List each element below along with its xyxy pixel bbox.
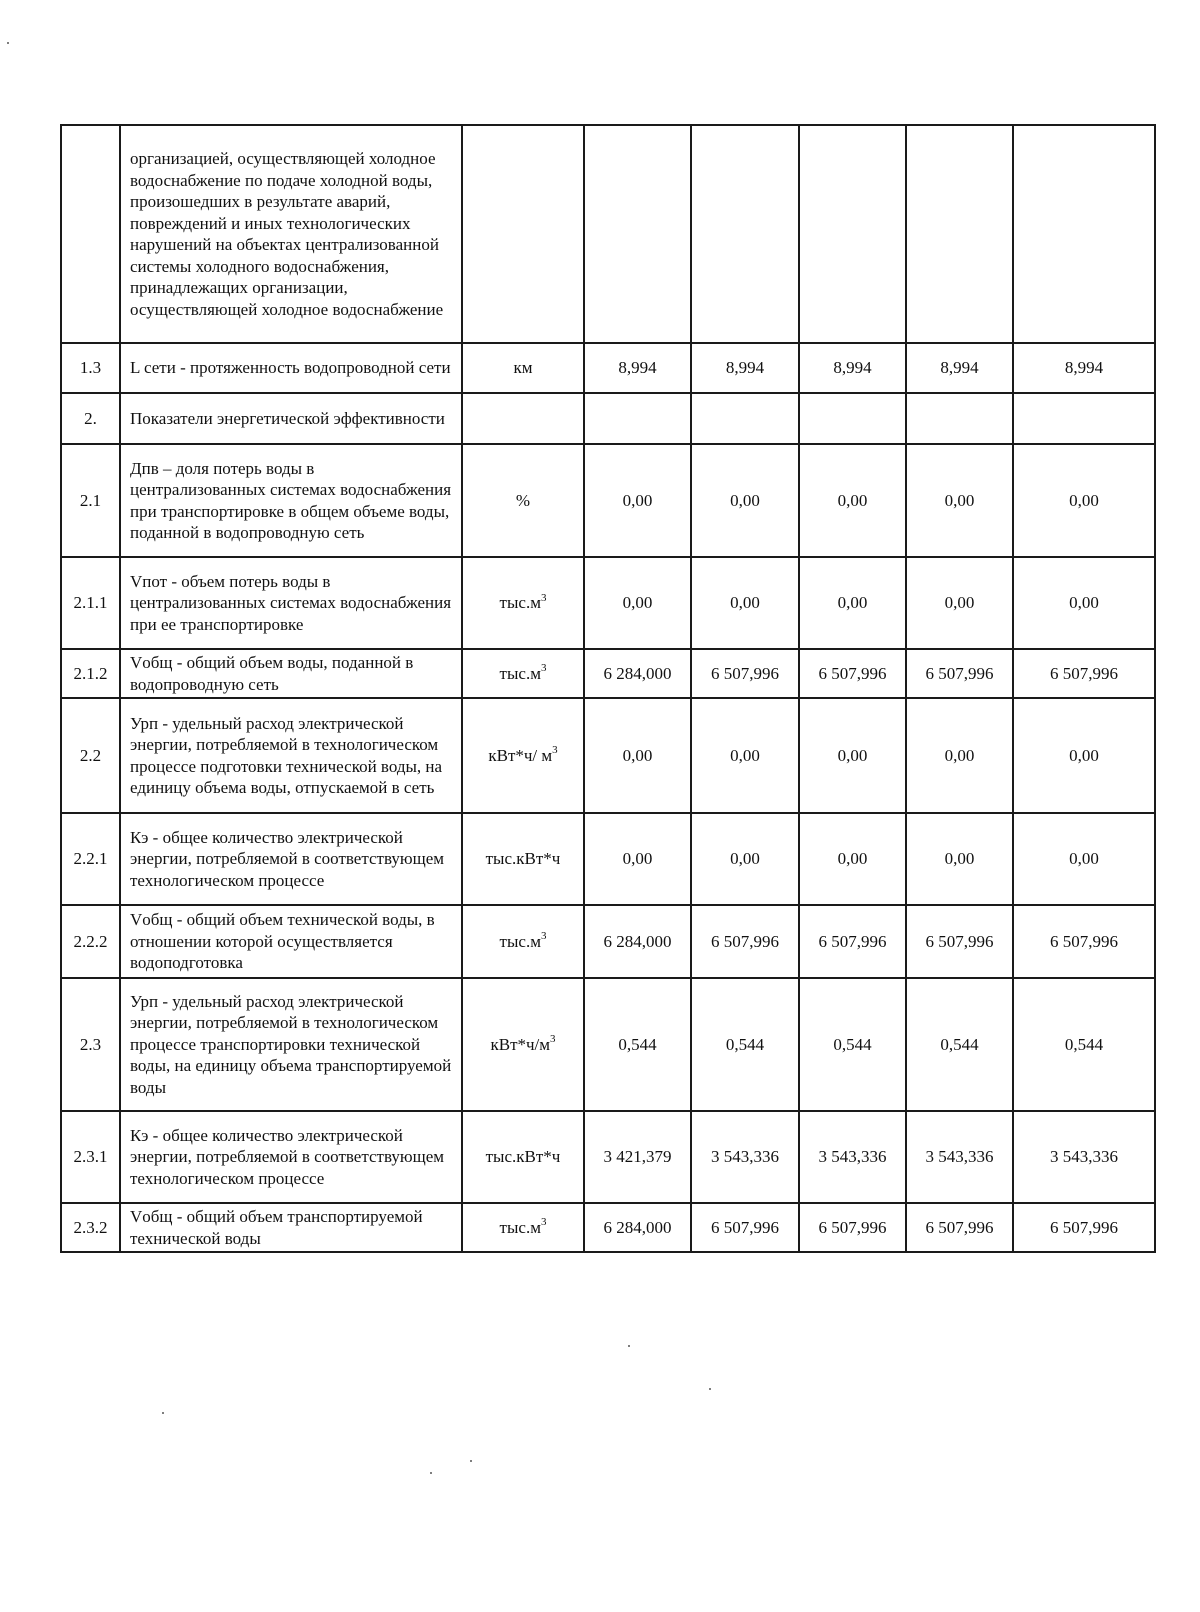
value-cell: 0,00 bbox=[691, 813, 799, 905]
value-cell bbox=[584, 393, 691, 444]
unit-cell bbox=[462, 393, 584, 444]
value-cell: 0,00 bbox=[1013, 444, 1155, 557]
value-cell: 0,00 bbox=[691, 698, 799, 813]
indicator-description: Урп - удельный расход электрической энергии, потребляемой в технологическом процессе транспортировки технической воды, на единицу объема транспортируемой воды bbox=[120, 978, 462, 1111]
row-number: 2.3.2 bbox=[61, 1203, 120, 1252]
value-cell: 6 507,996 bbox=[799, 1203, 906, 1252]
indicator-description: организацией, осуществляющей холодное водоснабжение по подаче холодной воды, произошедших в результате аварий, повреждений и иных технологических нарушений на объектах централизованной системы холодного водоснабжения, принадлежащих организации, осуществляющей холодное водоснабжение bbox=[120, 125, 462, 343]
unit-cell bbox=[462, 343, 584, 393]
unit-cell bbox=[462, 125, 584, 343]
unit-cell bbox=[462, 557, 584, 649]
value-cell: 0,00 bbox=[1013, 557, 1155, 649]
value-cell: 3 543,336 bbox=[799, 1111, 906, 1203]
value-cell bbox=[906, 125, 1013, 343]
value-cell: 8,994 bbox=[906, 343, 1013, 393]
unit-label: тыс.м bbox=[499, 931, 541, 951]
unit-cell bbox=[462, 905, 584, 978]
value-cell: 6 507,996 bbox=[1013, 1203, 1155, 1252]
unit-superscript: 3 bbox=[540, 1216, 547, 1229]
value-cell bbox=[1013, 125, 1155, 343]
row-number bbox=[61, 125, 120, 343]
value-cell bbox=[906, 393, 1013, 444]
unit-superscript: 3 bbox=[550, 1033, 556, 1046]
scan-speck bbox=[7, 42, 9, 44]
row-number: 2.3 bbox=[61, 978, 120, 1111]
indicator-description: Vобщ - общий объем технической воды, в отношении которой осуществляется водоподготовка bbox=[120, 905, 462, 978]
value-cell: 6 507,996 bbox=[1013, 649, 1155, 698]
value-cell: 0,00 bbox=[799, 444, 906, 557]
value-cell bbox=[691, 393, 799, 444]
value-cell: 6 284,000 bbox=[584, 1203, 691, 1252]
row-number: 2.3.1 bbox=[61, 1111, 120, 1203]
value-cell: 0,544 bbox=[799, 978, 906, 1111]
indicator-description: Vпот - объем потерь воды в централизованных системах водоснабжения при ее транспортировке bbox=[120, 557, 462, 649]
value-cell bbox=[691, 125, 799, 343]
unit-label: тыс.м bbox=[499, 663, 541, 683]
unit-superscript: 3 bbox=[552, 744, 558, 757]
value-cell: 3 543,336 bbox=[691, 1111, 799, 1203]
table-row bbox=[61, 444, 1155, 557]
value-cell: 0,00 bbox=[691, 444, 799, 557]
row-number: 2.1.1 bbox=[61, 557, 120, 649]
unit-label: кВт*ч/ м bbox=[488, 745, 553, 765]
table-row bbox=[61, 393, 1155, 444]
indicator-description: Vобщ - общий объем воды, поданной в водопроводную сеть bbox=[120, 649, 462, 698]
value-cell: 6 507,996 bbox=[691, 649, 799, 698]
scan-speck bbox=[162, 1412, 164, 1414]
unit-label: кВт*ч/м bbox=[490, 1034, 551, 1054]
indicator-description: Vобщ - общий объем транспортируемой технической воды bbox=[120, 1203, 462, 1252]
value-cell: 0,544 bbox=[584, 978, 691, 1111]
value-cell: 0,00 bbox=[906, 557, 1013, 649]
value-cell: 6 507,996 bbox=[691, 1203, 799, 1252]
value-cell: 3 543,336 bbox=[906, 1111, 1013, 1203]
row-number: 2.2.1 bbox=[61, 813, 120, 905]
unit-cell bbox=[462, 649, 584, 698]
indicators-table bbox=[60, 124, 1156, 1253]
scan-speck bbox=[470, 1460, 472, 1462]
row-number: 2.1.2 bbox=[61, 649, 120, 698]
value-cell: 6 284,000 bbox=[584, 905, 691, 978]
unit-label: тыс.м bbox=[499, 1217, 541, 1237]
value-cell: 0,00 bbox=[584, 813, 691, 905]
value-cell: 0,00 bbox=[1013, 813, 1155, 905]
row-number: 2.2 bbox=[61, 698, 120, 813]
value-cell: 3 543,336 bbox=[1013, 1111, 1155, 1203]
value-cell: 0,544 bbox=[1013, 978, 1155, 1111]
scan-speck bbox=[430, 1472, 432, 1474]
unit-superscript: 3 bbox=[540, 930, 547, 943]
indicator-description: Показатели энергетической эффективности bbox=[120, 393, 462, 444]
row-number: 2.1 bbox=[61, 444, 120, 557]
table-row bbox=[61, 649, 1155, 698]
unit-cell bbox=[462, 1111, 584, 1203]
unit-cell bbox=[462, 1203, 584, 1252]
unit-label: км bbox=[513, 358, 533, 378]
unit-label: % bbox=[515, 490, 531, 510]
value-cell: 6 507,996 bbox=[1013, 905, 1155, 978]
indicator-description: Кэ - общее количество электрической энергии, потребляемой в соответствующем технологическом процессе bbox=[120, 813, 462, 905]
value-cell: 0,544 bbox=[906, 978, 1013, 1111]
table-row bbox=[61, 813, 1155, 905]
value-cell: 0,00 bbox=[906, 444, 1013, 557]
indicator-description: Кэ - общее количество электрической энергии, потребляемой в соответствующем технологическом процессе bbox=[120, 1111, 462, 1203]
value-cell: 0,00 bbox=[584, 557, 691, 649]
scan-speck bbox=[709, 1388, 711, 1390]
value-cell: 0,00 bbox=[584, 444, 691, 557]
unit-cell bbox=[462, 698, 584, 813]
row-number: 2. bbox=[61, 393, 120, 444]
row-number: 2.2.2 bbox=[61, 905, 120, 978]
value-cell: 0,544 bbox=[691, 978, 799, 1111]
value-cell: 0,00 bbox=[691, 557, 799, 649]
value-cell: 6 507,996 bbox=[799, 649, 906, 698]
table-row bbox=[61, 125, 1155, 343]
row-number: 1.3 bbox=[61, 343, 120, 393]
table-row bbox=[61, 698, 1155, 813]
value-cell bbox=[799, 393, 906, 444]
value-cell: 6 507,996 bbox=[799, 905, 906, 978]
table-body bbox=[61, 125, 1155, 1252]
table-row bbox=[61, 978, 1155, 1111]
value-cell: 0,00 bbox=[799, 698, 906, 813]
value-cell: 0,00 bbox=[906, 698, 1013, 813]
value-cell: 8,994 bbox=[799, 343, 906, 393]
value-cell bbox=[584, 125, 691, 343]
unit-cell bbox=[462, 813, 584, 905]
value-cell: 6 284,000 bbox=[584, 649, 691, 698]
value-cell: 0,00 bbox=[1013, 698, 1155, 813]
value-cell: 0,00 bbox=[799, 557, 906, 649]
value-cell: 8,994 bbox=[691, 343, 799, 393]
table-row bbox=[61, 905, 1155, 978]
unit-cell bbox=[462, 444, 584, 557]
value-cell: 0,00 bbox=[906, 813, 1013, 905]
value-cell: 8,994 bbox=[584, 343, 691, 393]
unit-label: тыс.кВт*ч bbox=[485, 849, 561, 869]
value-cell: 3 421,379 bbox=[584, 1111, 691, 1203]
value-cell: 6 507,996 bbox=[906, 1203, 1013, 1252]
scan-speck bbox=[628, 1345, 630, 1347]
indicator-description: Урп - удельный расход электрической энергии, потребляемой в технологическом процессе подготовки технической воды, на единицу объема воды, отпускаемой в сеть bbox=[120, 698, 462, 813]
unit-cell bbox=[462, 978, 584, 1111]
unit-superscript: 3 bbox=[540, 591, 547, 604]
value-cell: 6 507,996 bbox=[906, 649, 1013, 698]
table-row bbox=[61, 557, 1155, 649]
value-cell bbox=[1013, 393, 1155, 444]
value-cell: 8,994 bbox=[1013, 343, 1155, 393]
value-cell: 0,00 bbox=[584, 698, 691, 813]
value-cell: 6 507,996 bbox=[691, 905, 799, 978]
table-row bbox=[61, 1203, 1155, 1252]
unit-superscript: 3 bbox=[540, 662, 547, 675]
table-row bbox=[61, 1111, 1155, 1203]
unit-label: тыс.кВт*ч bbox=[485, 1147, 561, 1167]
indicator-description: Дпв – доля потерь воды в централизованных системах водоснабжения при транспортировке в общем объеме воды, поданной в водопроводную сеть bbox=[120, 444, 462, 557]
indicator-description: L сети - протяженность водопроводной сети bbox=[120, 343, 462, 393]
value-cell: 0,00 bbox=[799, 813, 906, 905]
table-row bbox=[61, 343, 1155, 393]
unit-label: тыс.м bbox=[499, 593, 541, 613]
value-cell: 6 507,996 bbox=[906, 905, 1013, 978]
value-cell bbox=[799, 125, 906, 343]
